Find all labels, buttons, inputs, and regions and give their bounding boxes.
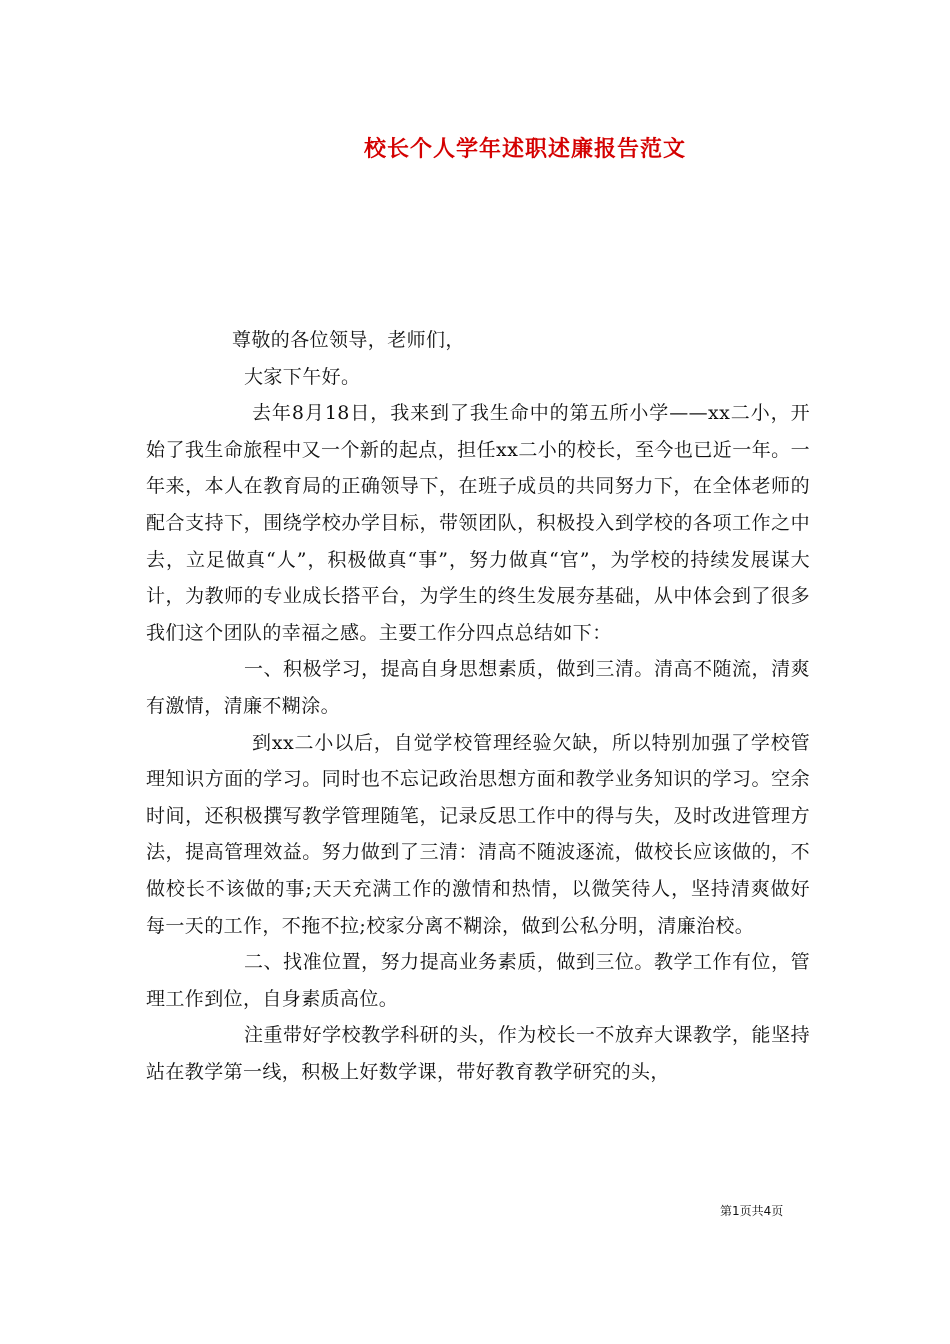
body-paragraph: 到xx二小以后，自觉学校管理经验欠缺，所以特别加强了学校管理知识方面的学习。同时也不忘记政治思想方面和教学业务知识的学习。空余时间，还积极撰写教学管理随笔，记录反思工作中的得与失，及时改进管理方法，提高管理效益。努力做到了三清：清高不随波逐流，做校长应该做的，不做校长不该做的事;天天充满工作的激情和热情，以微笑待人，坚持清爽做好每一天的工作，不拖不拉;校家分离不糊涂，做到公私分明，清廉治校。 — [146, 731, 810, 937]
body-paragraph: 去年8月18日，我来到了我生命中的第五所小学——xx二小，开始了我生命旅程中又一个新的起点，担任xx二小的校长，至今也已近一年。一年来，本人在教育局的正确领导下，在班子成员的共同努力下，在全体老师的配合支持下，围绕学校办学目标，带领团队，积极投入到学校的各项工作之中去，立足做真“人”，积极做真“事”，努力做真“官”，为学校的持续发展谋大计，为教师的专业成长搭平台，为学生的终生发展夯基础，从中体会到了很多我们这个团队的幸福之感。主要工作分四点总结如下： — [146, 402, 810, 644]
salutation-paragraph: 尊敬的各位领导，老师们， — [232, 329, 465, 351]
greeting-paragraph: 大家下午好。 — [244, 365, 361, 388]
section-heading-2: 二、找准位置，努力提高业务素质，做到三位。教学工作有位，管理工作到位，自身素质高位。 — [146, 951, 810, 1010]
document-title: 校长个人学年述职述廉报告范文 — [363, 137, 686, 162]
document-body — [146, 322, 810, 1090]
section-heading-1: 一、积极学习，提高自身思想素质，做到三清。清高不随流，清爽有激情，清廉不糊涂。 — [146, 658, 810, 717]
page-number-footer: 第1页共4页 — [720, 1204, 784, 1218]
body-paragraph: 注重带好学校教学科研的头，作为校长一不放弃大课教学，能坚持站在教学第一线，积极上好数学课，带好教育教学研究的头， — [146, 1024, 810, 1083]
